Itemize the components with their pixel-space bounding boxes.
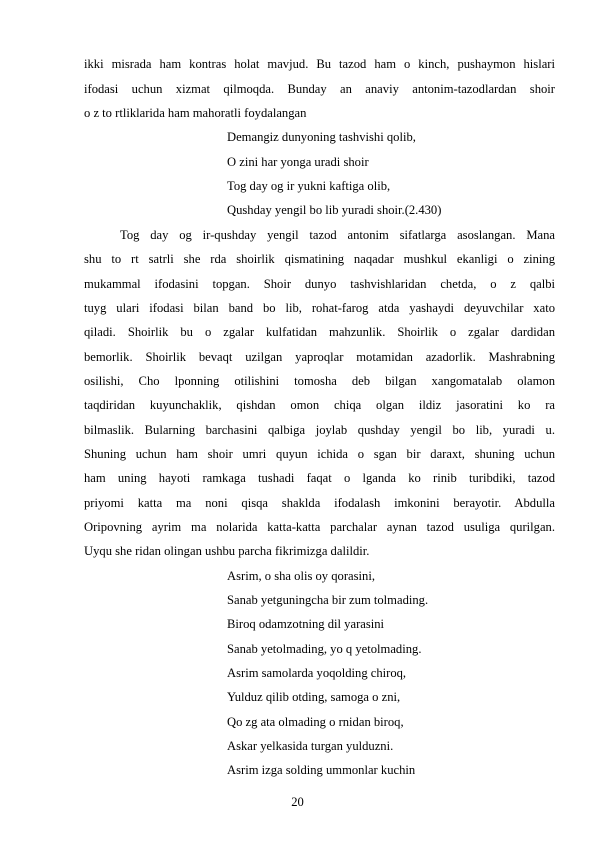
verse-line: Biroq odamzotning dil yarasini (227, 617, 385, 631)
paragraph-line: Oripovning ayrim ma nolarida katta-katta parchalar aynan tazod usuliga qurilgan. (84, 520, 555, 534)
verse-line: Sanab yetolmading, yo q yetolmading. (227, 642, 422, 656)
paragraph-line: ifodasi uchun xizmat qilmoqda. Bunday an anaviy antonim-tazodlardan shoir (84, 82, 555, 96)
paragraph-line: ham uning hayoti ramkaga tushadi faqat o lganda ko rinib turibdiki, tazod (84, 471, 555, 485)
verse-line: Qushday yengil bo lib yuradi shoir.(2.430) (227, 203, 442, 217)
paragraph-line: Shuning uchun ham shoir umri quyun ichida o sgan bir daraxt, shuning uchun (84, 447, 555, 461)
verse-line: Yulduz qilib otding, samoga o zni, (227, 690, 401, 704)
verse-line: O zini har yonga uradi shoir (227, 155, 369, 169)
verse-line: Demangiz dunyoning tashvishi qolib, (227, 130, 416, 144)
paragraph-line: tuyg ulari ifodasi bilan band bo lib, rohat-farog atda yashaydi deyuvchilar xato (84, 301, 555, 315)
paragraph-line: osilishi, Cho lponning otilishini tomosha deb bilgan xangomatalab olamon (84, 374, 555, 388)
paragraph-line: Tog day og ir-qushday yengil tazod antonim sifatlarga asoslangan. Mana (120, 228, 555, 242)
paragraph-line: o z to rtliklarida ham mahoratli foydalangan (84, 106, 307, 120)
paragraph-line: priyomi katta ma noni qisqa shaklda ifodalash imkonini berayotir. Abdulla (84, 496, 555, 510)
verse-line: Qo zg ata olmading o rnidan biroq, (227, 715, 404, 729)
paragraph-line: bemorlik. Shoirlik bevaqt uzilgan yaproqlar motamidan azadorlik. Mashrabning (84, 350, 555, 364)
paragraph-line: bilmaslik. Bularning barchasini qalbiga joylab qushday yengil bo lib, yuradi u. (84, 423, 555, 437)
paragraph-line: ikki misrada ham kontras holat mavjud. Bu tazod ham o kinch, pushaymon hislari (84, 57, 555, 71)
paragraph-line: taqdiridan kuyunchaklik, qishdan omon chiqa olgan ildiz jasoratini ko ra (84, 398, 555, 412)
verse-line: Asrim, o sha olis oy qorasini, (227, 569, 375, 583)
verse-line: Sanab yetguningcha bir zum tolmading. (227, 593, 429, 607)
verse-line: Tog day og ir yukni kaftiga olib, (227, 179, 391, 193)
page-number: 20 (291, 795, 304, 809)
paragraph-line: mukammal ifodasini topgan. Shoir dunyo tashvishlaridan chetda, o z qalbi (84, 277, 555, 291)
paragraph-line: shu to rt satrli she rda shoirlik qismatining naqadar mushkul ekanligi o zining (84, 252, 555, 266)
paragraph-line: qiladi. Shoirlik bu o zgalar kulfatidan mahzunlik. Shoirlik o zgalar dardidan (84, 325, 555, 339)
verse-line: Askar yelkasida turgan yulduzni. (227, 739, 394, 753)
verse-line: Asrim samolarda yoqolding chiroq, (227, 666, 407, 680)
verse-line: Asrim izga solding ummonlar kuchin (227, 763, 416, 777)
paragraph-line: Uyqu she ridan olingan ushbu parcha fikrimizga dalildir. (84, 544, 370, 558)
